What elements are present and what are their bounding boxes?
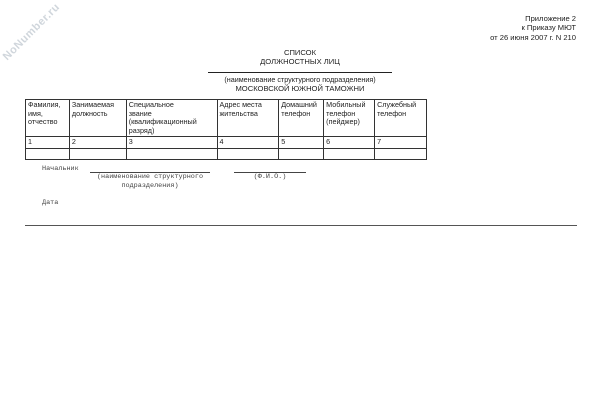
page-bottom-rule [25,225,577,226]
header-special-rank-line: разряд) [128,125,155,135]
header-home-phone [279,100,324,137]
column-number: 3 [126,137,217,149]
document-title [200,48,400,67]
table-header-row [26,100,427,137]
table-cell [126,149,217,160]
header-special-rank-line: (квалификационный [128,117,197,127]
title-line-1: СПИСОК [283,48,317,57]
header-address [217,100,279,137]
appendix-line-1: Приложение 2 [525,14,576,23]
table-row [26,149,427,160]
table-cell [324,149,375,160]
struct-name-hint-line-1: (наименование структурного [96,173,204,181]
header-address-line: Адрес места [219,100,262,109]
customs-name: МОСКОВСКОЙ ЮЖНОЙ ТАМОЖНИ [235,84,365,93]
column-number: 5 [279,137,324,149]
header-full-name-line: отчество [28,117,58,127]
header-position-line: Занимаемая [71,100,114,109]
struct-name-hint-line-2: подразделения) [121,181,179,190]
title-line-2: ДОЛЖНОСТНЫХ ЛИЦ [260,57,340,67]
date-label: Дата [42,199,59,207]
header-work-phone-line: телефон [377,108,407,118]
header-home-phone-line: телефон [281,108,311,118]
header-home-phone-line: Домашний [281,100,317,109]
header-special-rank-line: звание [128,108,152,118]
column-number: 2 [69,137,126,149]
header-full-name-line: имя, [28,108,43,118]
header-special-rank [126,100,217,137]
table-cell [69,149,126,160]
appendix-reference [490,14,576,42]
header-special-rank-line: Специальное [128,100,174,109]
watermark-text: NoNumber.ru [0,1,63,63]
table-cell [375,149,427,160]
header-mobile-phone [324,100,375,137]
fio-hint: (Ф.И.О.) [253,173,287,181]
struct-name-caption: (наименование структурного подразделения) [224,75,376,84]
header-position [69,100,126,137]
table-cell [279,149,324,160]
table-number-row [26,137,427,149]
header-address-line: жительства [219,108,258,118]
appendix-line-3: от 26 июня 2007 г. N 210 [490,32,576,42]
table-cell [26,149,70,160]
struct-name-underline [208,72,392,73]
column-number: 6 [324,137,375,149]
appendix-line-2: к Приказу МЮТ [521,23,576,33]
header-full-name [26,100,70,137]
header-mobile-phone-line: Мобильный [326,100,366,109]
header-position-line: должность [71,108,108,118]
chief-label: Начальник [42,165,79,173]
header-work-phone-line: Служебный [377,100,417,109]
struct-name-hint [80,173,220,190]
header-mobile-phone-line: телефон [326,108,356,118]
table-cell [217,149,279,160]
column-number: 7 [375,137,427,149]
header-full-name-line: Фамилия, [28,100,61,109]
column-number: 1 [26,137,70,149]
header-mobile-phone-line: (пейджер) [326,117,360,127]
column-number: 4 [217,137,279,149]
header-work-phone [375,100,427,137]
staff-table [25,99,427,160]
